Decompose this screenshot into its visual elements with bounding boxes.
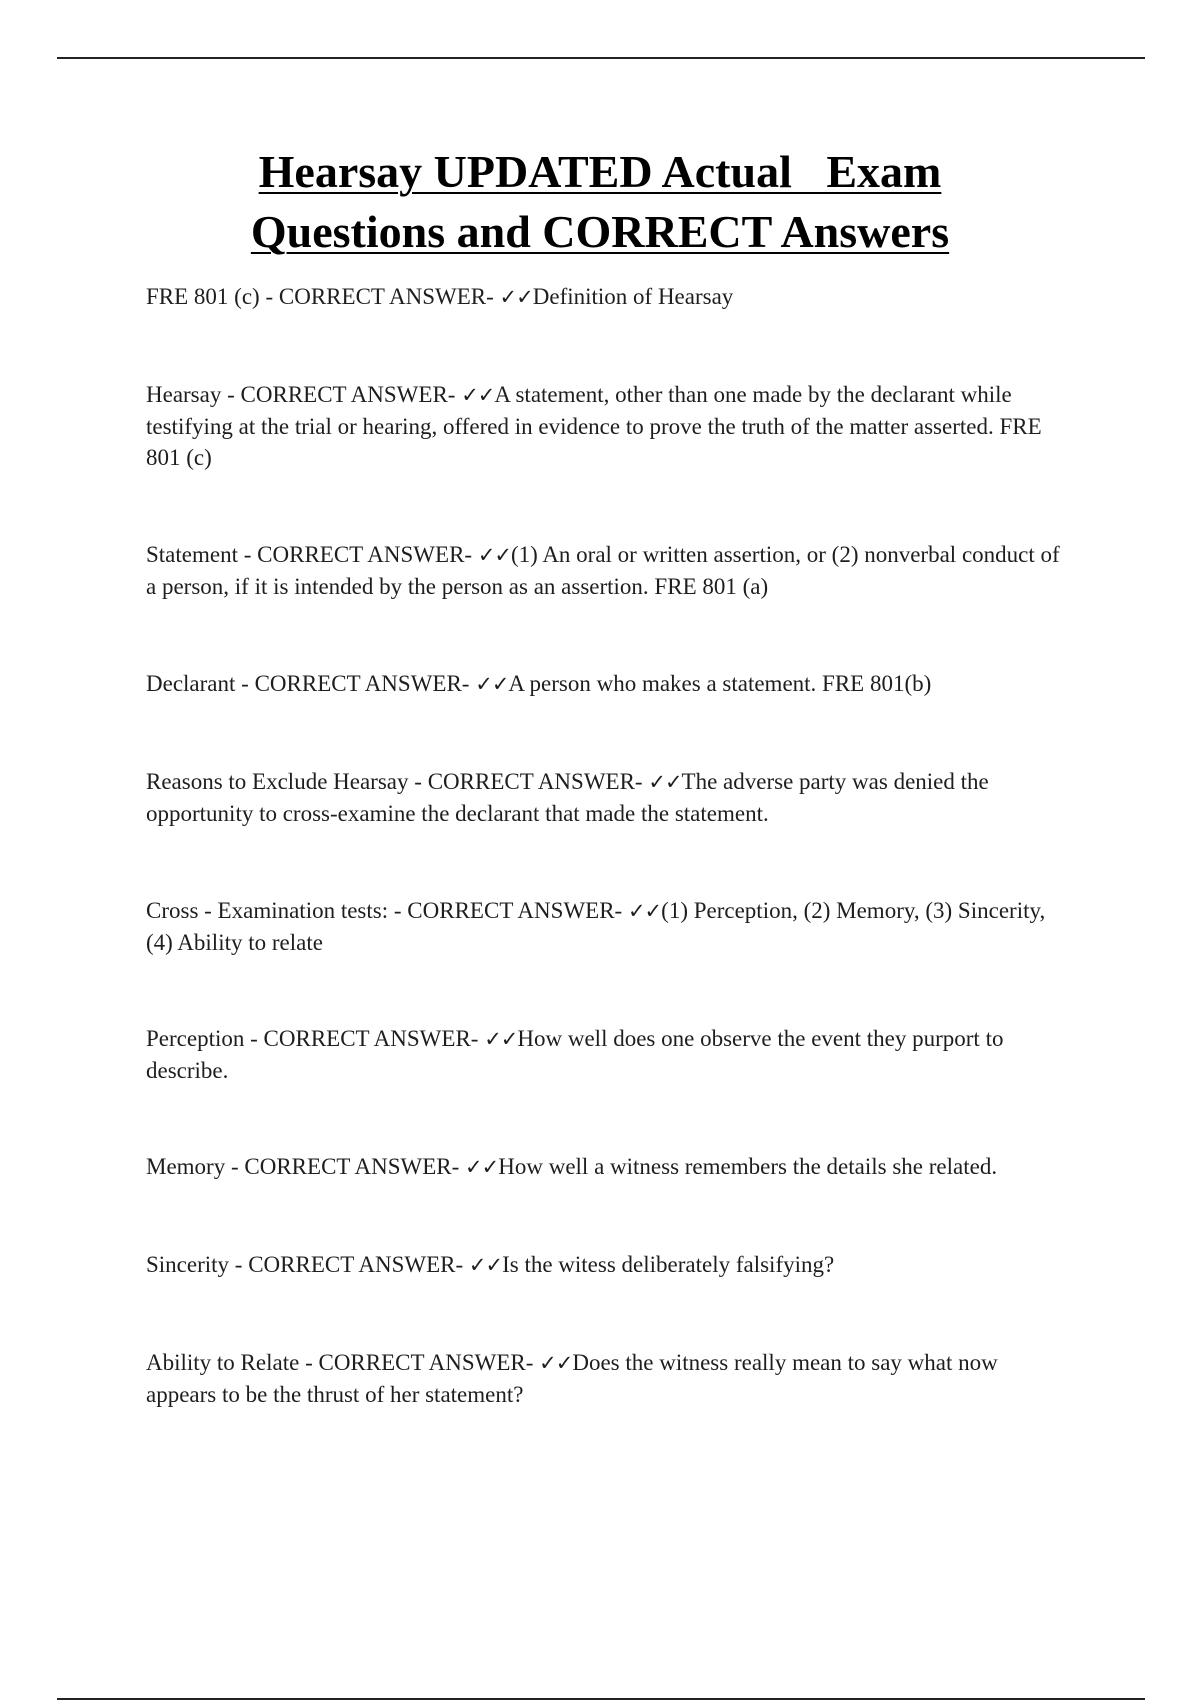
double-check-icon: ✓✓: [499, 285, 533, 309]
title-line-2: Questions and CORRECT Answers: [250, 206, 950, 257]
double-check-icon: ✓✓: [648, 770, 682, 794]
qa-item: Declarant - CORRECT ANSWER- ✓✓A person who makes a statement. FRE 801(b): [146, 671, 932, 696]
qa-item: Reasons to Exclude Hearsay - CORRECT ANSWER- ✓✓The adverse party was denied the opportunity to cross-examine the declarant that made the statement.: [146, 769, 989, 826]
qa-answer-marker: CORRECT ANSWER-: [257, 542, 473, 567]
qa-term: Statement: [146, 542, 238, 567]
qa-list: [146, 281, 1066, 1410]
qa-term: Declarant: [146, 671, 236, 696]
qa-term: Memory: [146, 1154, 226, 1179]
double-check-icon: ✓✓: [539, 1351, 573, 1375]
qa-answer-marker: CORRECT ANSWER-: [240, 382, 456, 407]
double-check-icon: ✓✓: [475, 672, 509, 696]
qa-item: Cross - Examination tests: - CORRECT ANSWER- ✓✓(1) Perception, (2) Memory, (3) Sincerity, (4) Ability to relate: [146, 898, 1046, 955]
qa-item: Statement - CORRECT ANSWER- ✓✓(1) An oral or written assertion, or (2) nonverbal conduct of a person, if it is intended by the person as an assertion. FRE 801 (a): [146, 542, 1060, 599]
title-line-1: Hearsay UPDATED Actual Exam: [258, 146, 942, 197]
double-check-icon: ✓✓: [461, 383, 495, 407]
double-check-icon: ✓✓: [468, 1253, 503, 1277]
qa-item: Hearsay - CORRECT ANSWER- ✓✓A statement, other than one made by the declarant while testifying at the trial or hearing, offered in evidence to prove the truth of the matter asserted. FRE 801 (c): [146, 382, 1042, 470]
double-check-icon: ✓✓: [627, 899, 662, 923]
qa-term: Cross - Examination tests:: [146, 898, 389, 923]
qa-answer: The adverse party was denied the opportunity to cross-examine the declarant that made the statement.: [146, 769, 989, 826]
qa-answer-marker: CORRECT ANSWER-: [427, 769, 643, 794]
qa-answer: A person who makes a statement. FRE 801(b): [508, 671, 932, 696]
qa-item: Ability to Relate - CORRECT ANSWER- ✓✓Does the witness really mean to say what now appears to be the thrust of her statement?: [146, 1350, 998, 1407]
qa-answer: Is the witess deliberately falsifying?: [502, 1252, 835, 1277]
qa-term: Perception: [146, 1026, 245, 1051]
qa-answer-marker: CORRECT ANSWER-: [263, 1026, 479, 1051]
qa-item: Memory - CORRECT ANSWER- ✓✓How well a witness remembers the details she related.: [146, 1154, 998, 1179]
qa-term: Reasons to Exclude Hearsay: [146, 769, 409, 794]
qa-answer-marker: CORRECT ANSWER-: [244, 1154, 460, 1179]
qa-answer: How well a witness remembers the details she related.: [498, 1154, 998, 1179]
top-rule: [57, 57, 1145, 59]
double-check-icon: ✓✓: [484, 1027, 518, 1051]
qa-term: Ability to Relate: [146, 1350, 300, 1375]
qa-answer: (1) Perception, (2) Memory, (3) Sincerity, (4) Ability to relate: [146, 898, 1046, 955]
page-title: [0, 142, 1200, 262]
qa-item: Sincerity - CORRECT ANSWER- ✓✓Is the witess deliberately falsifying?: [146, 1252, 835, 1277]
qa-item: FRE 801 (c) - CORRECT ANSWER- ✓✓Definition of Hearsay: [146, 284, 734, 309]
qa-answer: Does the witness really mean to say what now appears to be the thrust of her statement?: [146, 1350, 998, 1407]
qa-answer: A statement, other than one made by the declarant while testifying at the trial or hearing, offered in evidence to prove the truth of the matter asserted. FRE 801 (c): [146, 382, 1042, 470]
double-check-icon: ✓✓: [477, 543, 512, 567]
qa-answer-marker: CORRECT ANSWER-: [318, 1350, 534, 1375]
qa-answer: Definition of Hearsay: [532, 284, 734, 309]
qa-answer-marker: CORRECT ANSWER-: [278, 284, 494, 309]
qa-answer-marker: CORRECT ANSWER-: [248, 1252, 464, 1277]
qa-answer-marker: CORRECT ANSWER-: [407, 898, 623, 923]
qa-item: Perception - CORRECT ANSWER- ✓✓How well does one observe the event they purport to describe.: [146, 1026, 1004, 1083]
qa-answer-marker: CORRECT ANSWER-: [254, 671, 470, 696]
double-check-icon: ✓✓: [465, 1155, 499, 1179]
qa-answer: How well does one observe the event they purport to describe.: [146, 1026, 1004, 1083]
qa-answer: (1) An oral or written assertion, or (2) nonverbal conduct of a person, if it is intended by the person as an assertion. FRE 801 (a): [146, 542, 1060, 599]
qa-term: FRE 801 (c): [146, 284, 260, 309]
qa-term: Sincerity: [146, 1252, 230, 1277]
qa-term: Hearsay: [146, 382, 222, 407]
